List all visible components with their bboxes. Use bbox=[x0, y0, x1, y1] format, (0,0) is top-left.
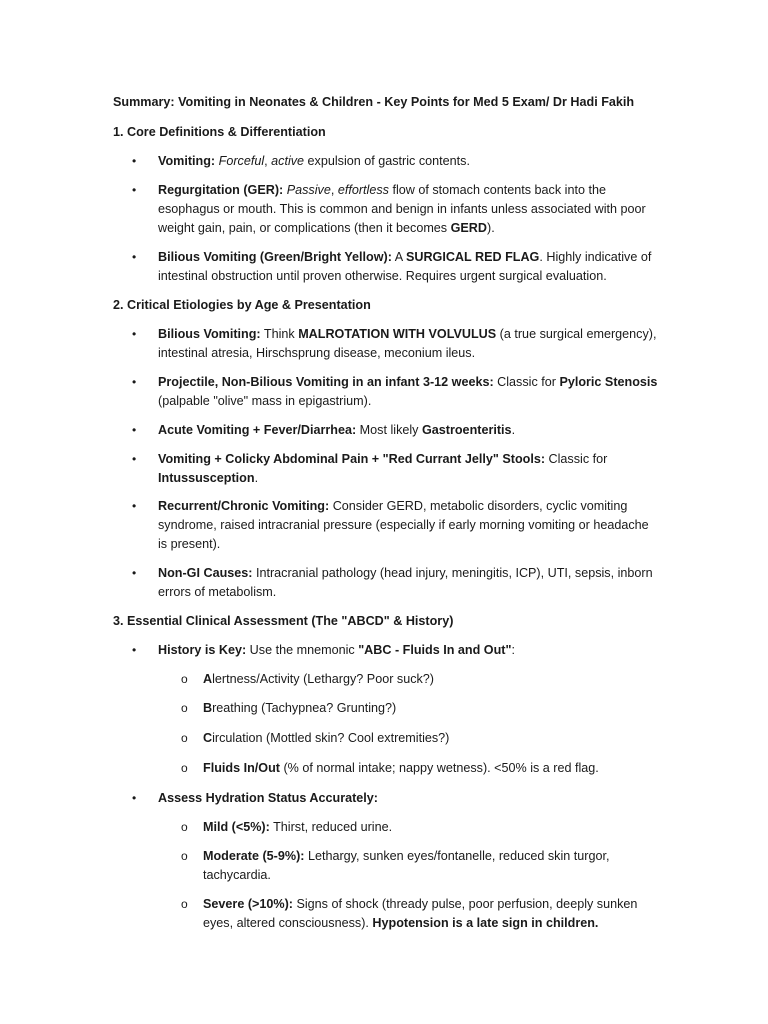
text-run: Severe (>10%): bbox=[203, 897, 293, 911]
text-run: Fluids In/Out bbox=[203, 761, 280, 775]
bullet-marker: • bbox=[132, 250, 137, 264]
sub-bullet-marker: o bbox=[181, 820, 188, 834]
text-run: Forceful bbox=[218, 154, 265, 168]
text-run: Use the mnemonic bbox=[246, 643, 359, 657]
page-title: Summary: Vomiting in Neonates & Children - Key Points for Med 5 Exam/ Dr Hadi Fakih bbox=[113, 95, 635, 109]
text-run: Most likely bbox=[356, 423, 422, 437]
text-run: Vomiting + Colicky Abdominal Pain + "Red Currant Jelly" Stools: bbox=[158, 452, 546, 466]
text-run: Vomiting: bbox=[158, 154, 216, 168]
text-run: A bbox=[391, 250, 406, 264]
bullet-item bbox=[132, 152, 660, 171]
text-run: Acute Vomiting + Fever/Diarrhea: bbox=[158, 423, 357, 437]
text-run: Non-GI Causes: bbox=[158, 566, 253, 580]
bullet-item bbox=[132, 789, 660, 808]
text-run: Classic for bbox=[545, 452, 608, 466]
text-run: Projectile, Non-Bilious Vomiting in an infant 3-12 weeks: bbox=[158, 375, 494, 389]
text-run: Regurgitation (GER): bbox=[158, 183, 284, 197]
text-run: Bilious Vomiting (Green/Bright Yellow): bbox=[158, 250, 392, 264]
bullet-item bbox=[132, 564, 660, 602]
text-run: . bbox=[511, 423, 516, 437]
text-run: Gastroenteritis bbox=[421, 423, 512, 437]
sub-bullet-item bbox=[181, 699, 660, 718]
bullet-item bbox=[132, 373, 660, 411]
text-run: Signs of shock (thready pulse, poor perfusion, deeply sunken eyes, altered consciousness). bbox=[203, 897, 638, 930]
text-run: Intracranial pathology (head injury, meningitis, ICP), UTI, sepsis, inborn errors of metabolism. bbox=[158, 566, 653, 599]
sub-bullet-marker: o bbox=[181, 701, 188, 715]
text-run: , bbox=[264, 154, 272, 168]
text-run: Pyloric Stenosis bbox=[559, 375, 658, 389]
bullet-item bbox=[132, 181, 660, 238]
sub-bullet-marker: o bbox=[181, 731, 188, 745]
text-run: 3. Essential Clinical Assessment (The "ABCD" & History) bbox=[113, 614, 454, 628]
text-run: (palpable "olive" mass in epigastrium). bbox=[158, 394, 372, 408]
text-run: 2. Critical Etiologies by Age & Presentation bbox=[113, 298, 371, 312]
bullet-item bbox=[132, 421, 660, 440]
text-run: Intussusception bbox=[158, 471, 255, 485]
text-run: B bbox=[203, 701, 213, 715]
text-run: . Highly indicative of intestinal obstruction until proven otherwise. Requires urgent surgical evaluation. bbox=[158, 250, 652, 283]
bullet-item bbox=[132, 641, 660, 660]
text-run: GERD bbox=[450, 221, 487, 235]
text-run: History is Key: bbox=[158, 643, 247, 657]
bullet-marker: • bbox=[132, 499, 137, 513]
bullet-item bbox=[132, 248, 660, 286]
bullet-item bbox=[132, 497, 660, 554]
text-run: Consider GERD, metabolic disorders, cyclic vomiting syndrome, raised intracranial pressure (especially if early morning vomiting or headache is present). bbox=[158, 499, 649, 551]
text-run: SURGICAL RED FLAG bbox=[405, 250, 540, 264]
sub-bullet-marker: o bbox=[181, 761, 188, 775]
bullet-marker: • bbox=[132, 375, 137, 389]
text-run: "ABC - Fluids In and Out" bbox=[358, 643, 512, 657]
text-run: irculation (Mottled skin? Cool extremities?) bbox=[212, 731, 450, 745]
text-run: reathing (Tachypnea? Grunting?) bbox=[212, 701, 397, 715]
bullet-marker: • bbox=[132, 183, 137, 197]
text-run: A bbox=[203, 672, 213, 686]
text-run: MALROTATION WITH VOLVULUS bbox=[298, 327, 497, 341]
text-run: . bbox=[254, 471, 259, 485]
section-heading bbox=[113, 123, 326, 142]
bullet-item bbox=[132, 450, 660, 488]
text-run: C bbox=[203, 731, 213, 745]
text-run: (a true surgical emergency), intestinal atresia, Hirschsprung disease, meconium ileus. bbox=[158, 327, 657, 360]
text-run: active bbox=[271, 154, 305, 168]
bullet-item bbox=[132, 325, 660, 363]
text-run: , bbox=[330, 183, 338, 197]
sub-bullet-item bbox=[181, 670, 660, 689]
sub-bullet-item bbox=[181, 818, 660, 837]
text-run: lertness/Activity (Lethargy? Poor suck?) bbox=[212, 672, 434, 686]
text-run: 1. Core Definitions & Differentiation bbox=[113, 125, 326, 139]
text-run: Recurrent/Chronic Vomiting: bbox=[158, 499, 330, 513]
bullet-marker: • bbox=[132, 452, 137, 466]
text-run: ). bbox=[487, 221, 495, 235]
sub-bullet-item bbox=[181, 729, 660, 748]
bullet-marker: • bbox=[132, 327, 137, 341]
text-run: Bilious Vomiting: bbox=[158, 327, 261, 341]
bullet-marker: • bbox=[132, 154, 137, 168]
text-run: Mild (<5%): bbox=[203, 820, 270, 834]
bullet-marker: • bbox=[132, 643, 137, 657]
text-run: Classic for bbox=[493, 375, 560, 389]
sub-bullet-item bbox=[181, 847, 660, 885]
text-run: Passive bbox=[286, 183, 331, 197]
bullet-marker: • bbox=[132, 791, 137, 805]
sub-bullet-marker: o bbox=[181, 672, 188, 686]
text-run: Think bbox=[260, 327, 299, 341]
sub-bullet-marker: o bbox=[181, 897, 188, 911]
text-run: effortless bbox=[337, 183, 389, 197]
bullet-marker: • bbox=[132, 566, 137, 580]
text-run: Moderate (5-9%): bbox=[203, 849, 305, 863]
bullet-marker: • bbox=[132, 423, 137, 437]
sub-bullet-marker: o bbox=[181, 849, 188, 863]
text-run: Hypotension is a late sign in children. bbox=[372, 916, 599, 930]
text-run: (% of normal intake; nappy wetness). <50% is a red flag. bbox=[279, 761, 599, 775]
text-run: expulsion of gastric contents. bbox=[304, 154, 470, 168]
text-run: Thirst, reduced urine. bbox=[269, 820, 393, 834]
text-run: : bbox=[511, 643, 515, 657]
text-run: Assess Hydration Status Accurately: bbox=[158, 791, 379, 805]
sub-bullet-item bbox=[181, 759, 660, 778]
section-heading bbox=[113, 612, 453, 631]
text-run: Lethargy, sunken eyes/fontanelle, reduced skin turgor, tachycardia. bbox=[203, 849, 610, 882]
sub-bullet-item bbox=[181, 895, 660, 933]
section-heading bbox=[113, 296, 371, 315]
text-run: flow of stomach contents back into the esophagus or mouth. This is common and benign in infants unless associated with poor weight gain, pain, or complications (then it becomes bbox=[158, 183, 646, 235]
